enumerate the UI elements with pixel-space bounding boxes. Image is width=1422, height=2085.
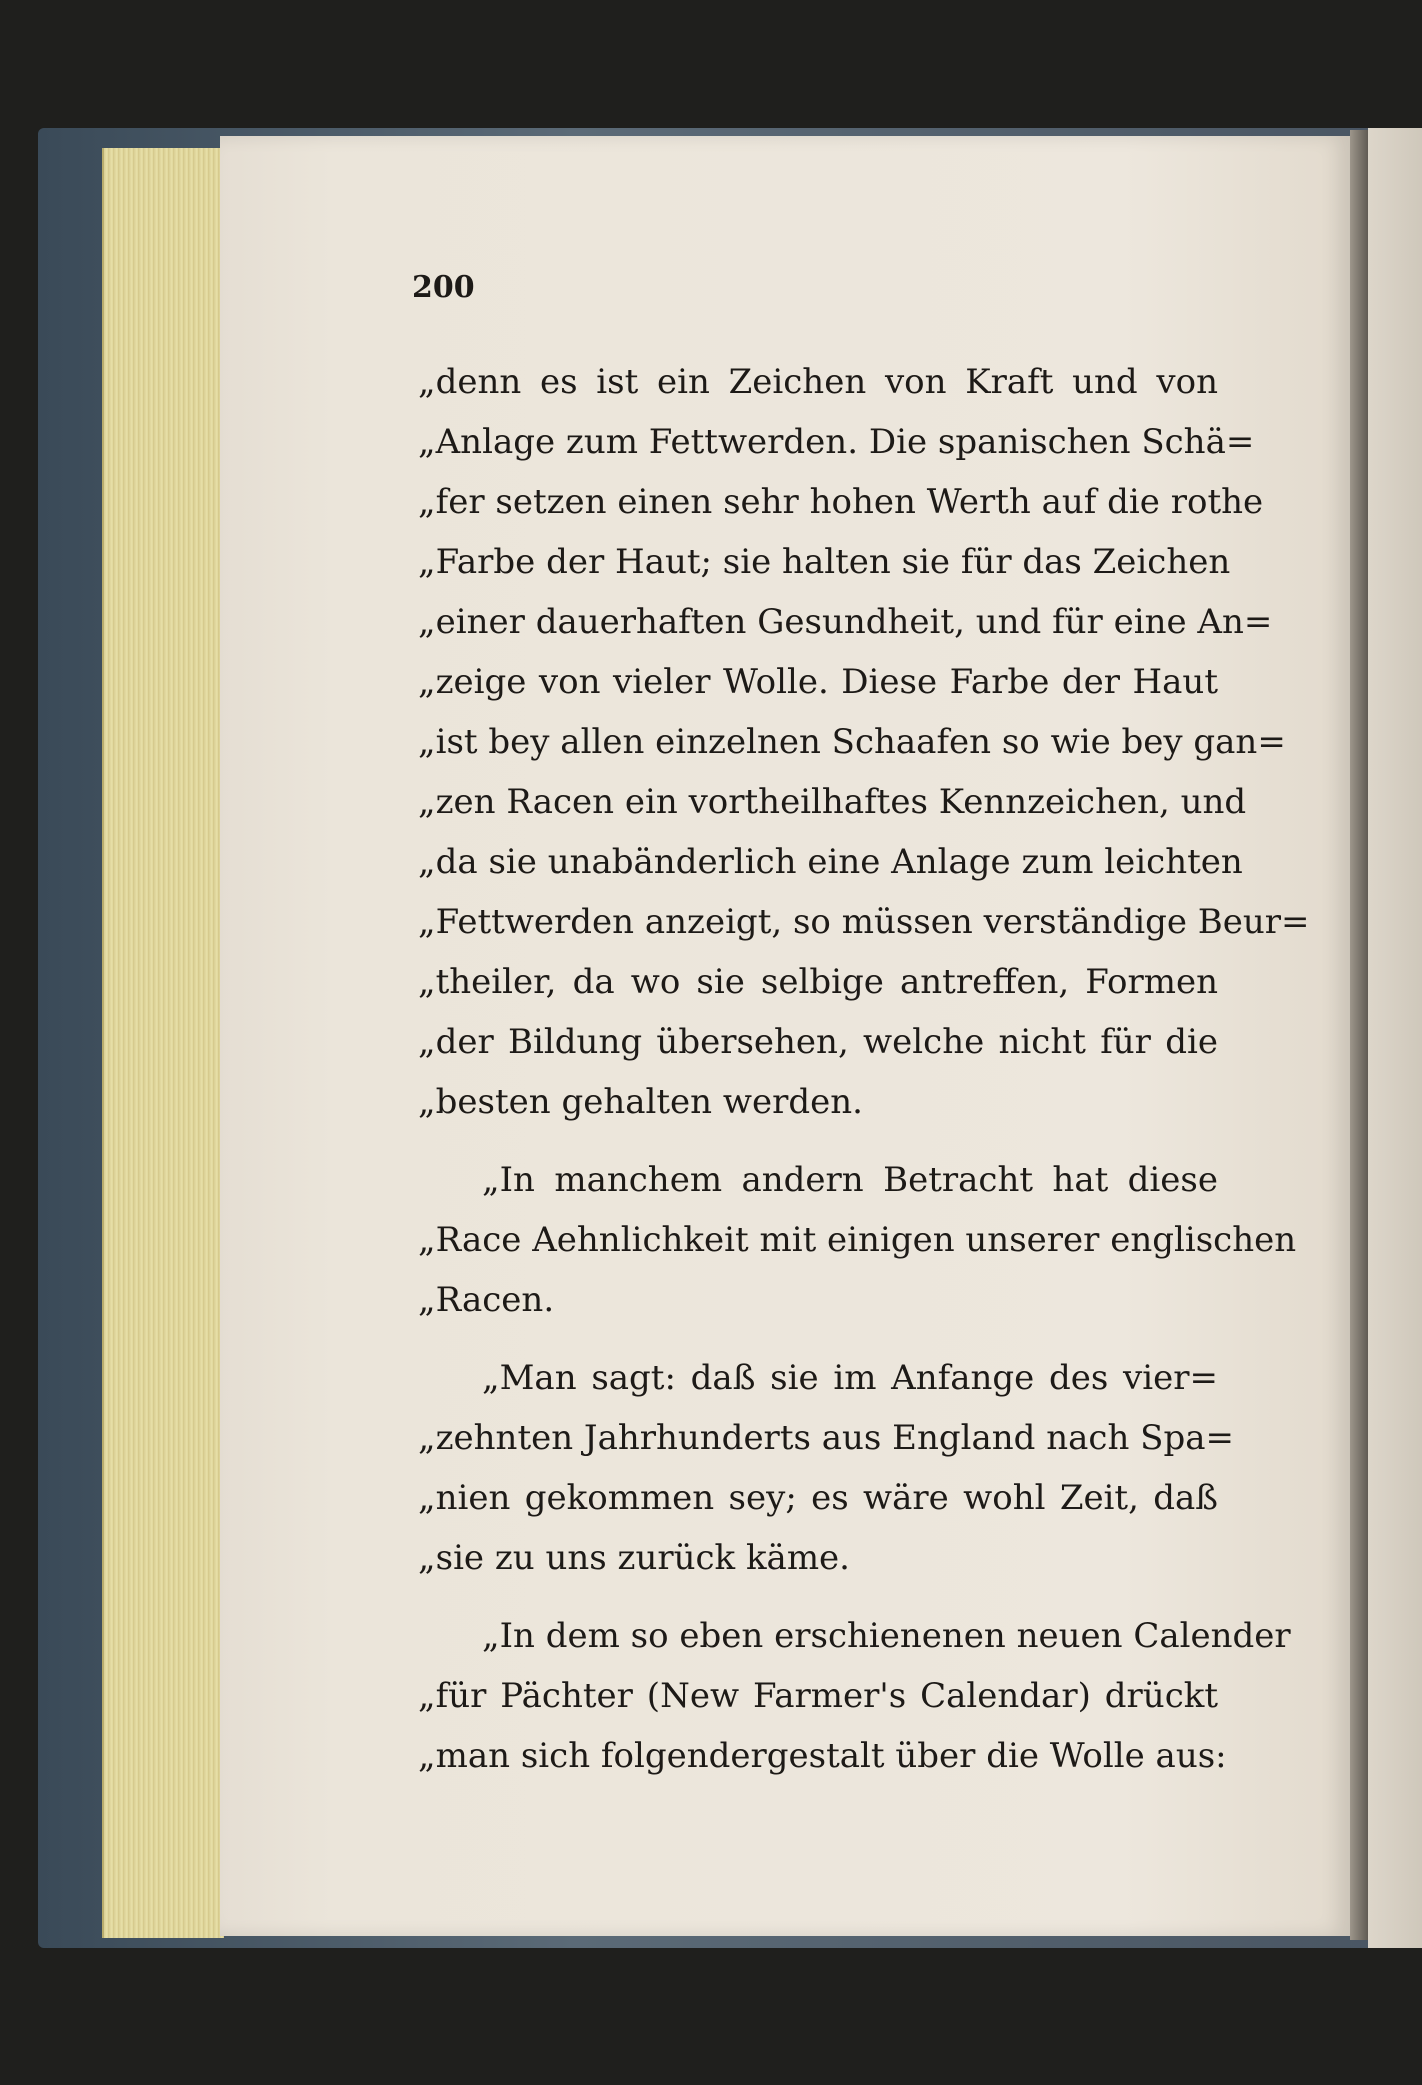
paragraph <box>418 1606 1291 1786</box>
text-line: „zehnten Jahrhunderts aus England nach Spa= <box>418 1418 1234 1458</box>
page-text <box>418 352 1310 1786</box>
text-line: „für Pächter (New Farmer's Calendar) drückt <box>418 1676 1218 1716</box>
text-line: „Fettwerden anzeigt, so müssen verständige Beur= <box>418 902 1310 942</box>
text-line: „Racen. <box>418 1280 555 1320</box>
text-line: „zen Racen ein vortheilhaftes Kennzeichen, und <box>418 782 1247 822</box>
text-line: „Man sagt: daß sie im Anfange des vier= <box>482 1358 1218 1398</box>
text-line: „ist bey allen einzelnen Schaafen so wie bey gan= <box>418 722 1286 762</box>
text-line: „besten gehalten werden. <box>418 1082 863 1122</box>
text-line: „theiler, da wo sie selbige antreffen, Formen <box>418 962 1218 1002</box>
text-line: „nien gekommen sey; es wäre wohl Zeit, daß <box>418 1478 1218 1518</box>
text-line: „Anlage zum Fettwerden. Die spanischen Schä= <box>418 422 1255 462</box>
text-line: „da sie unabänderlich eine Anlage zum leichten <box>418 842 1243 882</box>
text-line: „einer dauerhaften Gesundheit, und für eine An= <box>418 602 1273 642</box>
text-line: „Race Aehnlichkeit mit einigen unserer englischen <box>418 1220 1297 1260</box>
paragraph <box>418 352 1310 1132</box>
text-line: „sie zu uns zurück käme. <box>418 1538 850 1578</box>
text-line: „fer setzen einen sehr hohen Werth auf die rothe <box>418 482 1264 522</box>
text-line: „denn es ist ein Zeichen von Kraft und von <box>418 362 1218 402</box>
text-line: „zeige von vieler Wolle. Diese Farbe der Haut <box>418 662 1218 702</box>
text-line: „Farbe der Haut; sie halten sie für das Zeichen <box>418 542 1231 582</box>
text-line: „In dem so eben erschienenen neuen Calender <box>482 1616 1291 1656</box>
text-line: „der Bildung übersehen, welche nicht für die <box>418 1022 1218 1062</box>
paragraph <box>418 1150 1297 1330</box>
text-line: „man sich folgendergestalt über die Wolle aus: <box>418 1736 1227 1776</box>
page-number: 200 <box>412 270 475 305</box>
page-edges <box>102 148 224 1938</box>
book-gutter <box>1350 130 1370 1940</box>
text-line: „In manchem andern Betracht hat diese <box>482 1160 1218 1200</box>
facing-page-edge <box>1368 128 1422 1948</box>
paragraph <box>418 1348 1234 1588</box>
